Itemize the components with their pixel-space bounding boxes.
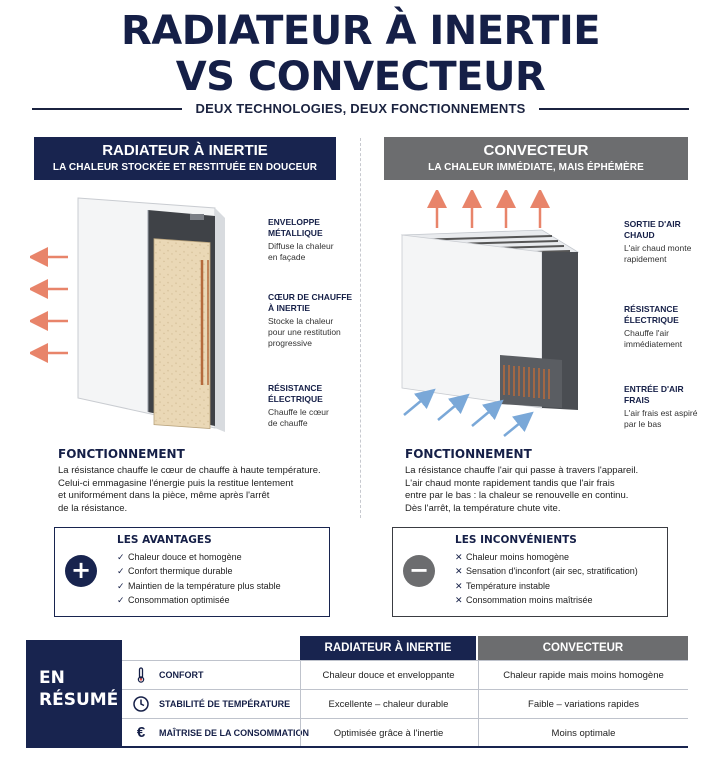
callout-coeur: [268, 292, 352, 349]
summary-bottom-rule: [26, 746, 688, 748]
row-value-inertia: Optimisée grâce à l'inertie: [300, 719, 476, 748]
advantages-list: [117, 550, 281, 607]
text-line: de la résistance.: [58, 502, 128, 514]
callout-desc: Chauffe le cœur: [268, 407, 329, 417]
subtitle-rule-right: [539, 108, 689, 110]
callout-title: CHAUD: [624, 230, 655, 240]
table-row: [122, 690, 688, 719]
callout-desc: progressive: [268, 338, 312, 348]
summary-label-line: RÉSUMÉ: [39, 690, 119, 710]
callout-desc: Stocke la chaleur: [268, 316, 334, 326]
callout-desc: pour une restitution: [268, 327, 341, 337]
list-item-text: Chaleur douce et homogène: [128, 552, 242, 562]
list-item-text: Température instable: [466, 580, 551, 591]
callout-title: ÉLECTRIQUE: [268, 394, 323, 404]
hot-air-arrows: [437, 198, 540, 228]
euro-icon: €: [136, 724, 146, 741]
text-line: Celui-ci emmagasine l'énergie puis la restitue lentement: [58, 477, 294, 489]
row-label: STABILITÉ DE TEMPÉRATURE: [159, 699, 291, 709]
list-item-text: Maintien de la température plus stable: [128, 580, 281, 591]
table-row: [122, 661, 688, 690]
callout-title: SORTIE D'AIR: [624, 219, 681, 229]
callout-title: CŒUR DE CHAUFFE: [268, 292, 353, 302]
inertia-radiator-illustration: [30, 190, 270, 440]
list-item-text: Consommation moins maîtrisée: [466, 594, 593, 605]
text-line: entre par le bas : la chaleur se renouvelle en continu.: [405, 490, 629, 501]
callout-desc: Diffuse la chaleur: [268, 241, 334, 251]
callout-desc: en façade: [268, 252, 306, 262]
callout-title: ENTRÉE D'AIR: [624, 384, 684, 394]
summary-col-convector: CONVECTEUR: [478, 636, 688, 660]
advantages-box: [54, 527, 330, 617]
summary-col-inertia: RADIATEUR À INERTIE: [300, 636, 476, 660]
convector-header-title: CONVECTEUR: [483, 142, 589, 159]
plus-icon: +: [65, 555, 97, 587]
callout-desc: immédiatement: [624, 339, 683, 349]
cross-icon: ✕: [455, 580, 463, 591]
list-item: [117, 579, 281, 593]
callout-title: FRAIS: [624, 395, 650, 405]
list-item-text: Chaleur moins homogène: [466, 552, 570, 562]
callout-resistance-right: [624, 304, 682, 350]
inertia-header-title: RADIATEUR À INERTIE: [102, 142, 268, 159]
row-label: CONFORT: [159, 670, 204, 680]
callout-title: RÉSISTANCE: [624, 304, 679, 314]
convector-header-subtitle: LA CHALEUR IMMÉDIATE, MAIS ÉPHÉMÈRE: [428, 162, 644, 173]
disadvantages-list: [455, 550, 638, 607]
cross-icon: ✕: [455, 566, 463, 577]
check-icon: ✓: [117, 566, 125, 577]
summary-label: [26, 640, 122, 748]
convector-illustration: [392, 190, 592, 440]
callout-desc: L'air frais est aspiré: [624, 408, 698, 418]
row-value-inertia: Chaleur douce et enveloppante: [300, 661, 476, 690]
text-line: La résistance chauffe le cœur de chauffe à haute température.: [58, 465, 321, 476]
inertia-header-subtitle: LA CHALEUR STOCKÉE ET RESTITUÉE EN DOUCEUR: [52, 162, 318, 173]
inertia-fonctionnement-text: [58, 465, 321, 515]
disadvantages-title: LES INCONVÉNIENTS: [455, 534, 577, 546]
callout-title: RÉSISTANCE: [268, 383, 323, 393]
subtitle-row: [32, 100, 689, 118]
check-icon: ✓: [117, 552, 125, 562]
inertia-fonctionnement-title: FONCTIONNEMENT: [58, 447, 185, 461]
text-line: L'air chaud monte rapidement tandis que l'air frais: [405, 477, 615, 489]
thermometer-icon: [132, 666, 150, 684]
callout-sortie-air: [624, 219, 691, 265]
callout-title: À INERTIE: [268, 303, 311, 313]
callout-title: ENVELOPPE: [268, 217, 320, 227]
disadvantages-box: [392, 527, 668, 617]
convector-fonctionnement-text: [405, 465, 638, 515]
list-item-text: Sensation d'inconfort (air sec, stratification): [466, 566, 638, 577]
column-divider: [360, 138, 361, 518]
inertia-header: [34, 137, 336, 180]
list-item: [117, 593, 281, 607]
callout-resistance-left: [268, 383, 329, 429]
table-row: [122, 719, 688, 748]
check-icon: ✓: [117, 580, 125, 591]
list-item: [455, 550, 638, 564]
callout-desc: L'air chaud monte: [624, 243, 692, 253]
callout-desc: rapidement: [624, 254, 667, 264]
callout-title: MÉTALLIQUE: [268, 228, 323, 238]
callout-enveloppe: [268, 217, 334, 263]
cross-icon: ✕: [455, 594, 463, 605]
clock-icon: [132, 695, 150, 713]
list-item-text: Consommation optimisée: [128, 594, 230, 605]
row-value-inertia: Excellente – chaleur durable: [300, 690, 476, 719]
list-item: [455, 579, 638, 593]
list-item: [455, 593, 638, 607]
row-value-convector: Moins optimale: [478, 719, 688, 748]
list-item: [117, 564, 281, 578]
advantages-title: LES AVANTAGES: [117, 534, 212, 546]
callout-title: ÉLECTRIQUE: [624, 315, 679, 325]
text-line: La résistance chauffe l'air qui passe à travers l'appareil.: [405, 465, 639, 476]
list-item: [117, 550, 281, 564]
main-title-line-2: VS CONVECTEUR: [175, 54, 546, 100]
callout-entree-air: [624, 384, 697, 430]
convector-fonctionnement-title: FONCTIONNEMENT: [405, 447, 532, 461]
text-line: Dès l'arrêt, la température chute vite.: [405, 502, 561, 514]
row-value-convector: Chaleur rapide mais moins homogène: [478, 661, 688, 690]
callout-desc: Chauffe l'air: [624, 328, 669, 338]
summary-label-line: EN: [39, 668, 65, 688]
list-item-text: Confort thermique durable: [128, 566, 233, 577]
row-label: MAÎTRISE DE LA CONSOMMATION: [159, 728, 309, 738]
cross-icon: ✕: [455, 552, 463, 562]
callout-desc: par le bas: [624, 419, 662, 429]
convector-header: [384, 137, 688, 180]
list-item: [455, 564, 638, 578]
row-value-convector: Faible – variations rapides: [478, 690, 688, 719]
heat-arrows-left: [38, 257, 68, 353]
check-icon: ✓: [117, 594, 125, 605]
minus-icon: −: [403, 555, 435, 587]
text-line: et uniformément dans la pièce, même après l'arrêt: [58, 490, 270, 501]
callout-desc: de chauffe: [268, 418, 308, 428]
main-title-line-1: RADIATEUR À INERTIE: [120, 8, 601, 54]
subtitle: DEUX TECHNOLOGIES, DEUX FONCTIONNEMENTS: [195, 101, 526, 116]
